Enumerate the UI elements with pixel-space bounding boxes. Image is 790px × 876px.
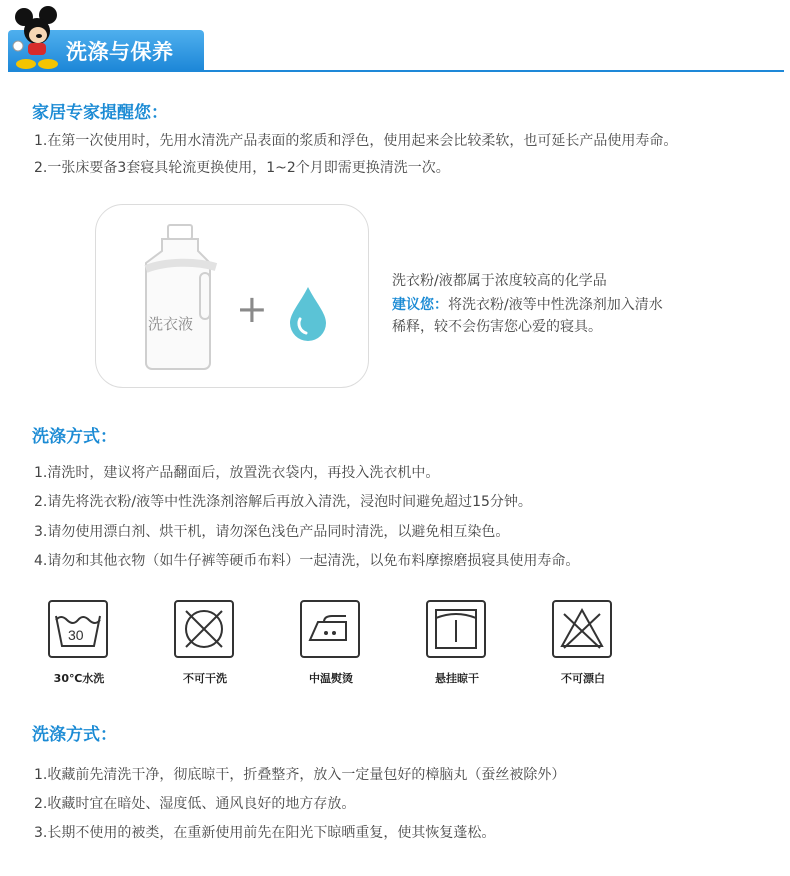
header-underline: [8, 70, 784, 72]
care-symbol: [412, 594, 502, 694]
washing-line: 1.清洗时，建议将产品翻面后，放置洗衣袋内，再投入洗衣机中。: [34, 465, 440, 481]
care-symbol: [160, 594, 250, 694]
storage-line: 1.收藏前先清洗干净，彻底晾干，折叠整齐，放入一定量包好的樟脑丸（蚕丝被除外）: [34, 767, 566, 783]
dilution-tip-line: 洗衣粉/液都属于浓度较高的化学品: [392, 273, 607, 289]
care-symbol-label: 不可干洗: [183, 672, 227, 685]
washing-title: 洗涤方式：: [32, 427, 117, 447]
advice-text: 将洗衣粉/液等中性洗涤剂加入清水: [448, 297, 663, 313]
storage-line: 3.长期不使用的被类，在重新使用前先在阳光下晾晒重复，使其恢复蓬松。: [34, 825, 496, 841]
care-symbol: [34, 594, 124, 694]
advice-keyword: 建议您：: [392, 297, 448, 313]
detergent-bottle-icon: [134, 223, 230, 373]
section-header: [0, 0, 790, 76]
care-symbol-label: 30℃水洗: [53, 672, 105, 685]
care-symbol-label: 悬挂晾干: [435, 672, 479, 685]
expert-line: 1.在第一次使用时，先用水清洗产品表面的浆质和浮色，使用起来会比较柔软，也可延长产品使用寿命。: [34, 133, 678, 149]
expert-line: 2.一张床要备3套寝具轮流更换使用，1~2个月即需更换清洗一次。: [34, 160, 450, 176]
washing-line: 4.请勿和其他衣物（如牛仔裤等硬币布料）一起清洗，以免布料摩擦磨损寝具使用寿命。: [34, 553, 580, 569]
bottle-label: 洗衣液: [148, 315, 194, 333]
dilution-tip-advice: [392, 294, 663, 314]
care-symbols: [34, 594, 634, 694]
svg-text:30: 30: [68, 627, 84, 643]
header-title: 洗涤与保养: [66, 40, 174, 64]
washing-line: 2.请先将洗衣粉/液等中性洗涤剂溶解后再放入清洗，浸泡时间避免超过15分钟。: [34, 494, 532, 510]
mickey-mouse-icon: [10, 6, 64, 70]
dilution-tip-line: 稀释，较不会伤害您心爱的寝具。: [392, 319, 602, 335]
dilution-illustration: [95, 204, 369, 388]
care-symbol-label: 中温熨烫: [309, 672, 353, 685]
storage-title: 洗涤方式：: [32, 725, 117, 745]
no-bleach-icon: [552, 600, 612, 658]
hang-dry-icon: [426, 600, 486, 658]
wash-30-icon: [48, 600, 108, 658]
storage-line: 2.收藏时宜在暗处、湿度低、通风良好的地方存放。: [34, 796, 356, 812]
plus-icon: +: [236, 287, 268, 331]
care-symbol: [286, 594, 376, 694]
expert-title: 家居专家提醒您：: [32, 103, 168, 123]
care-symbol: [538, 594, 628, 694]
washing-line: 3.请勿使用漂白剂、烘干机，请勿深色浅色产品同时清洗，以避免相互染色。: [34, 524, 510, 540]
care-symbol-label: 不可漂白: [561, 672, 605, 685]
water-drop-icon: [286, 285, 330, 343]
iron-medium-icon: [300, 600, 360, 658]
no-tumble-dry-icon: [174, 600, 234, 658]
